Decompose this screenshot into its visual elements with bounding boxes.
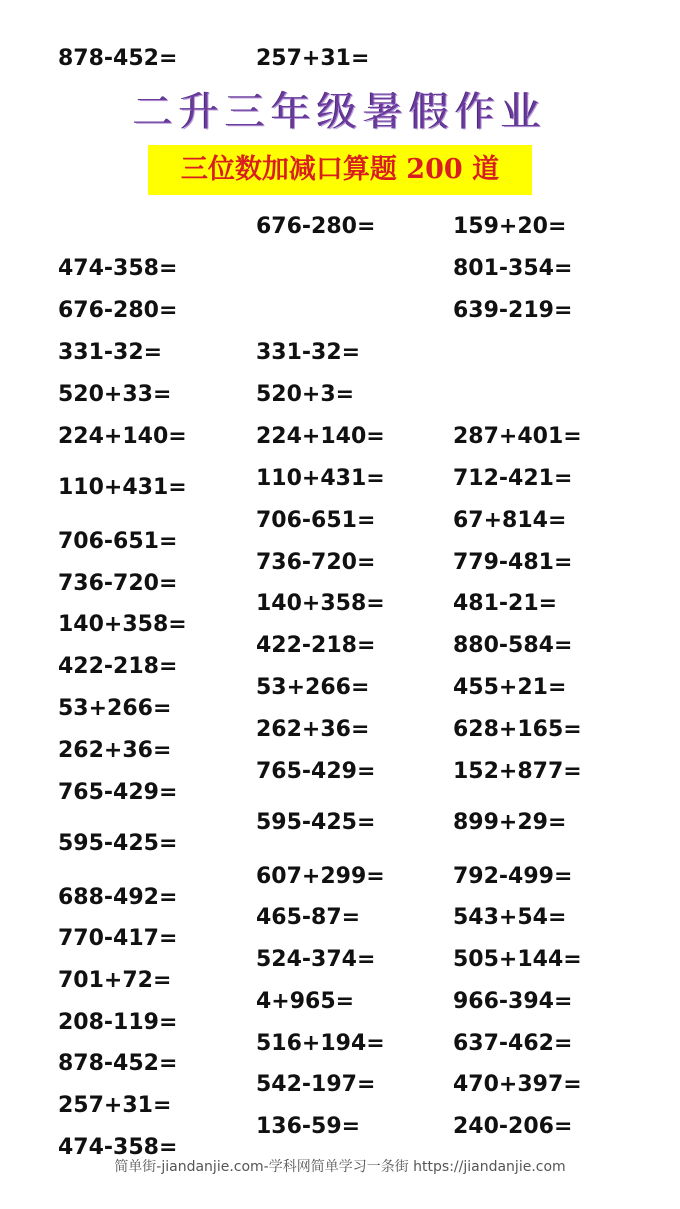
problem-item: 637-462= — [453, 1031, 573, 1056]
footer-watermark: 简单街-jiandanjie.com-学科网简单学习一条街 https://jiandanjie.com — [114, 1159, 566, 1175]
problem-item: 542-197= — [256, 1072, 376, 1097]
problem-item: 474-358= — [58, 1135, 178, 1160]
problem-item: 628+165= — [453, 717, 582, 742]
problem-item: 240-206= — [453, 1114, 573, 1139]
problem-item: 765-429= — [58, 780, 178, 805]
page-subtitle: 三位数加减口算题 200 道 — [180, 154, 500, 185]
problem-item: 262+36= — [58, 738, 172, 763]
problem-item: 801-354= — [453, 256, 573, 281]
top-problem: 878-452= — [58, 46, 178, 71]
page-title: 二升三年级暑假作业 — [133, 89, 547, 135]
problem-item: 67+814= — [453, 508, 567, 533]
problem-item: 136-59= — [256, 1114, 361, 1139]
problem-item: 524-374= — [256, 947, 376, 972]
problem-item: 110+431= — [58, 475, 187, 500]
problem-item: 287+401= — [453, 424, 582, 449]
problem-item: 543+54= — [453, 905, 567, 930]
problem-item: 257+31= — [58, 1093, 172, 1118]
problem-item: 422-218= — [58, 654, 178, 679]
problem-item: 706-651= — [58, 529, 178, 554]
problem-item: 676-280= — [58, 298, 178, 323]
problem-item: 736-720= — [256, 550, 376, 575]
problem-item: 470+397= — [453, 1072, 582, 1097]
problem-item: 331-32= — [58, 340, 163, 365]
problem-item: 159+20= — [453, 214, 567, 239]
problem-item: 481-21= — [453, 591, 558, 616]
problem-item: 224+140= — [256, 424, 385, 449]
problem-item: 53+266= — [256, 675, 370, 700]
problem-item: 701+72= — [58, 968, 172, 993]
problem-item: 110+431= — [256, 466, 385, 491]
problem-item: 676-280= — [256, 214, 376, 239]
problem-item: 878-452= — [58, 1051, 178, 1076]
problem-item: 455+21= — [453, 675, 567, 700]
problem-item: 262+36= — [256, 717, 370, 742]
problem-item: 53+266= — [58, 696, 172, 721]
problem-item: 706-651= — [256, 508, 376, 533]
problem-item: 516+194= — [256, 1031, 385, 1056]
problem-item: 770-417= — [58, 926, 178, 951]
problem-item: 712-421= — [453, 466, 573, 491]
problem-item: 639-219= — [453, 298, 573, 323]
problem-item: 208-119= — [58, 1010, 178, 1035]
problem-item: 140+358= — [58, 612, 187, 637]
problem-item: 792-499= — [453, 864, 573, 889]
problem-item: 779-481= — [453, 550, 573, 575]
problem-item: 140+358= — [256, 591, 385, 616]
problem-item: 152+877= — [453, 759, 582, 784]
problem-item: 224+140= — [58, 424, 187, 449]
problem-item: 4+965= — [256, 989, 355, 1014]
problem-item: 765-429= — [256, 759, 376, 784]
top-problem: 257+31= — [256, 46, 370, 71]
problem-item: 899+29= — [453, 810, 567, 835]
problem-item: 465-87= — [256, 905, 361, 930]
problem-item: 505+144= — [453, 947, 582, 972]
problem-item: 880-584= — [453, 633, 573, 658]
problem-item: 520+3= — [256, 382, 355, 407]
problem-item: 736-720= — [58, 571, 178, 596]
problem-item: 422-218= — [256, 633, 376, 658]
problem-item: 607+299= — [256, 864, 385, 889]
problem-item: 595-425= — [58, 831, 178, 856]
problem-item: 688-492= — [58, 885, 178, 910]
problem-item: 520+33= — [58, 382, 172, 407]
subtitle-highlight — [148, 145, 532, 195]
problem-item: 331-32= — [256, 340, 361, 365]
problem-item: 966-394= — [453, 989, 573, 1014]
problem-item: 595-425= — [256, 810, 376, 835]
problem-item: 474-358= — [58, 256, 178, 281]
